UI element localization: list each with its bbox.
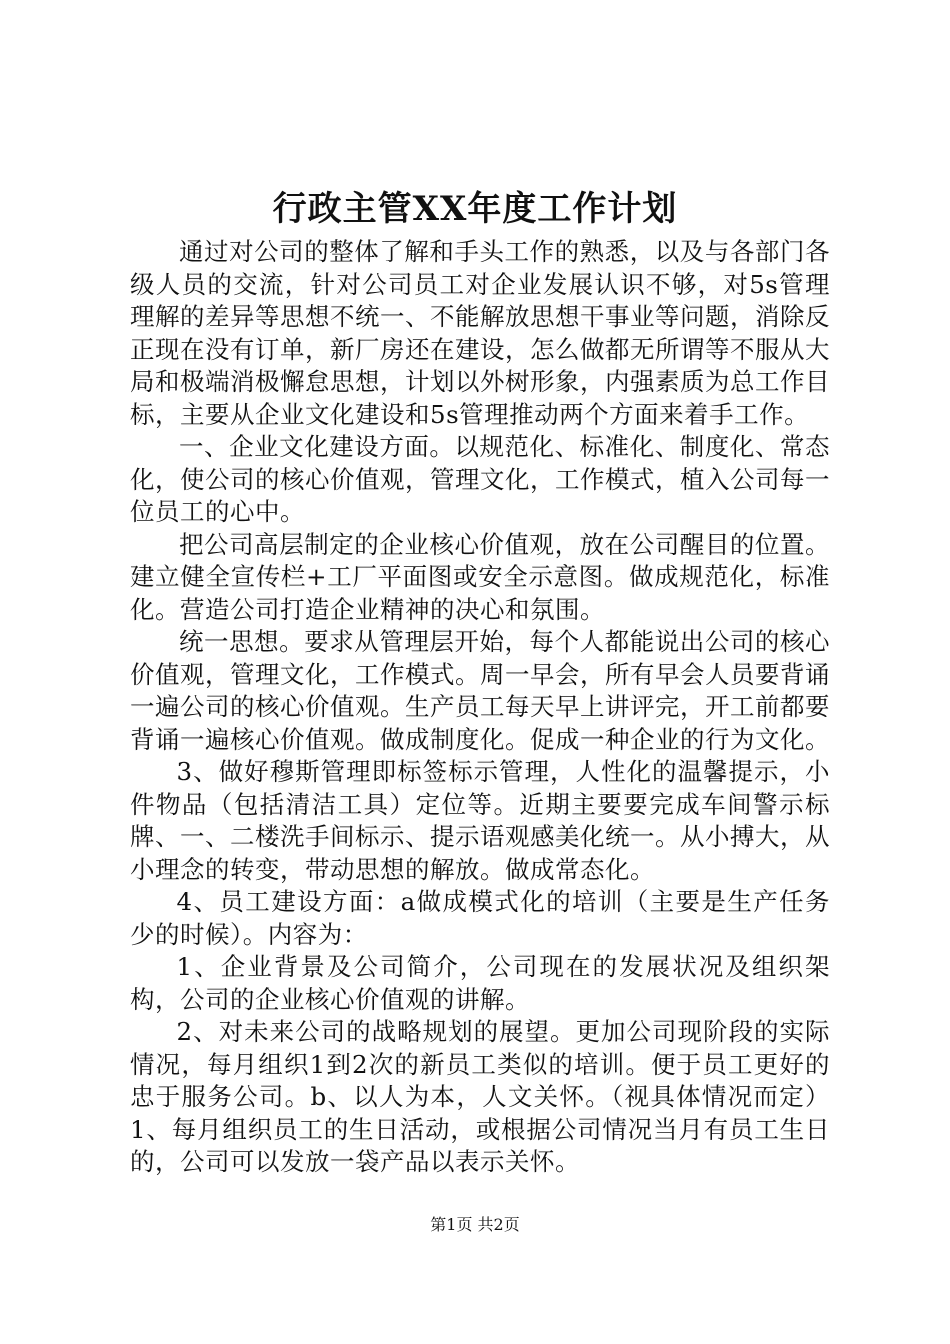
paragraph-training-2: 2、对未来公司的战略规划的展望。更加公司现阶段的实际情况，每月组织1到2次的新员工类似的培训。便于员工更好的忠于服务公司。b、以人为本，人文关怀。（视具体情况而定）1、每月组织员工的生日活动，或根据公司情况当月有员工生日的，公司可以发放一袋产品以表示关怀。 [130, 1017, 830, 1176]
paragraph-labeling: 3、做好穆斯管理即标签标示管理，人性化的温馨提示，小件物品（包括清洁工具）定位等。近期主要要完成车间警示标牌、一、二楼洗手间标示、提示语观感美化统一。从小搏大，从小理念的转变，带动思想的解放。做成常态化。 [130, 757, 830, 884]
document-body [130, 236, 830, 1179]
paragraph-culture: 一、企业文化建设方面。以规范化、标准化、制度化、常态化，使公司的核心价值观，管理文化，工作模式，植入公司每一位员工的心中。 [130, 432, 830, 526]
paragraph-staff-building: 4、员工建设方面：a做成模式化的培训（主要是生产任务少的时候）。内容为： [130, 887, 830, 949]
paragraph-training-1: 1、企业背景及公司简介，公司现在的发展状况及组织架构，公司的企业核心价值观的讲解。 [130, 952, 830, 1014]
paragraph-intro: 通过对公司的整体了解和手头工作的熟悉，以及与各部门各级人员的交流，针对公司员工对企业发展认识不够，对5s管理理解的差异等思想不统一、不能解放思想干事业等问题，消除反正现在没有订单，新厂房还在建设，怎么做都无所谓等不服从大局和极端消极懈怠思想，计划以外树形象，内强素质为总工作目标，主要从企业文化建设和5s管理推动两个方面来着手工作。 [130, 237, 830, 429]
paragraph-values-display: 把公司高层制定的企业核心价值观，放在公司醒目的位置。建立健全宣传栏+工厂平面图或安全示意图。做成规范化，标准化。营造公司打造企业精神的决心和氛围。 [130, 529, 830, 624]
page-number-footer: 第1页 共2页 [430, 1215, 520, 1234]
document-title: 行政主管XX年度工作计划 [272, 189, 678, 229]
paragraph-unify-thinking: 统一思想。要求从管理层开始，每个人都能说出公司的核心价值观，管理文化，工作模式。周一早会，所有早会人员要背诵一遍公司的核心价值观。生产员工每天早上讲评完，开工前都要背诵一遍核心价值观。做成制度化。促成一种企业的行为文化。 [130, 627, 830, 754]
